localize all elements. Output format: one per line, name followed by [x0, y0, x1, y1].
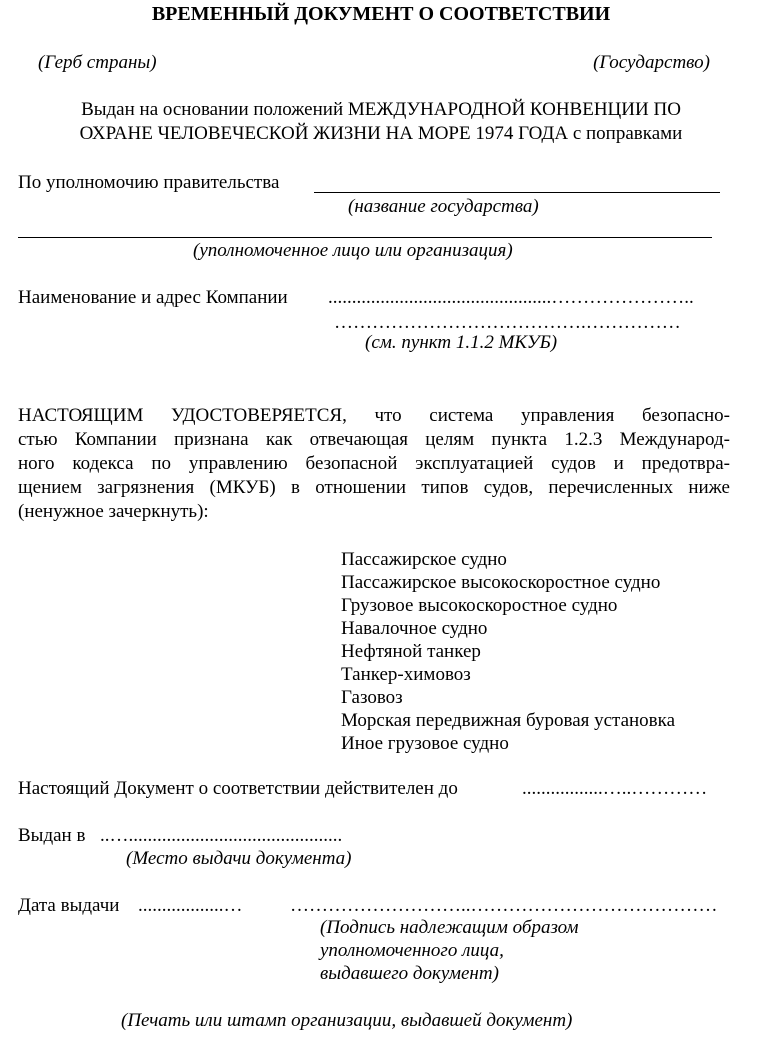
certification-paragraph — [18, 404, 730, 524]
seal-hint: (Печать или штамп организации, выдавшей документ) — [121, 1010, 573, 1031]
signature-hint-line: (Подпись надлежащим образом — [320, 917, 579, 938]
ship-type-item[interactable]: Грузовое высокоскоростное судно — [341, 595, 618, 616]
ship-type-item[interactable]: Пассажирское высокоскоростное судно — [341, 572, 661, 593]
ship-type-item[interactable]: Навалочное судно — [341, 618, 488, 639]
authority-label: По уполномочию правительства — [18, 172, 280, 193]
signature-hint-line: уполномоченного лица, — [320, 940, 504, 961]
issued-at-label: Выдан в — [18, 825, 86, 846]
issued-at-hint: (Место выдачи документа) — [126, 848, 352, 869]
ship-type-item[interactable]: Иное грузовое судно — [341, 733, 509, 754]
ship-types-list — [341, 548, 675, 755]
certification-line: (ненужное зачеркнуть): — [18, 501, 209, 522]
valid-until-field[interactable]: .................…..………… — [522, 778, 708, 799]
certification-line: НАСТОЯЩИМ УДОСТОВЕРЯЕТСЯ, что система управления безопасно- — [18, 405, 730, 426]
issued-basis-line-2: ОХРАНЕ ЧЕЛОВЕЧЕСКОЙ ЖИЗНИ НА МОРЕ 1974 ГОДА с поправками — [79, 123, 683, 144]
ship-type-item[interactable]: Танкер-химовоз — [341, 664, 471, 685]
valid-until-label: Настоящий Документ о соответствии действителен до — [18, 778, 458, 799]
country-name-field[interactable] — [314, 192, 720, 193]
certification-line: ного кодекса по управлению безопасной эксплуатацией судов и предотвра- — [18, 453, 730, 474]
signature-field[interactable]: ………………………..………………………………… — [290, 895, 718, 916]
issue-date-field[interactable]: ..................… — [138, 895, 243, 916]
ship-type-item[interactable]: Морская передвижная буровая установка — [341, 710, 676, 731]
coat-of-arms-placeholder: (Герб страны) — [38, 52, 157, 73]
authorized-person-hint: (уполномоченное лицо или организация) — [193, 240, 513, 261]
issued-basis-line-1: Выдан на основании положений МЕЖДУНАРОДНОЙ КОНВЕНЦИИ ПО — [81, 99, 681, 120]
certification-line: стью Компании признана как отвечающая целям пункта 1.2.3 Международ- — [18, 429, 730, 450]
certification-line: щением загрязнения (МКУБ) в отношении типов судов, перечисленных ниже — [18, 477, 730, 498]
company-address-field-line-2[interactable]: ………………………………….…………… — [334, 312, 681, 333]
ship-type-item[interactable]: Газовоз — [341, 687, 403, 708]
ship-type-item[interactable]: Нефтяной танкер — [341, 641, 481, 662]
ship-type-item[interactable]: Пассажирское судно — [341, 549, 507, 570]
authorized-person-field[interactable] — [18, 237, 712, 238]
signature-hint-line: выдавшего документ) — [320, 963, 499, 984]
company-label: Наименование и адрес Компании — [18, 287, 288, 308]
state-placeholder: (Государство) — [593, 52, 710, 73]
company-address-field-line-1[interactable]: ...............................................………………….. — [328, 287, 694, 308]
issue-date-label: Дата выдачи — [18, 895, 120, 916]
issued-at-field[interactable]: ..…............................................. — [100, 825, 343, 846]
document-title: ВРЕМЕННЫЙ ДОКУМЕНТ О СООТВЕТСТВИИ — [151, 3, 611, 25]
company-reference-hint: (см. пункт 1.1.2 МКУБ) — [365, 332, 558, 353]
country-name-hint: (название государства) — [348, 196, 539, 217]
